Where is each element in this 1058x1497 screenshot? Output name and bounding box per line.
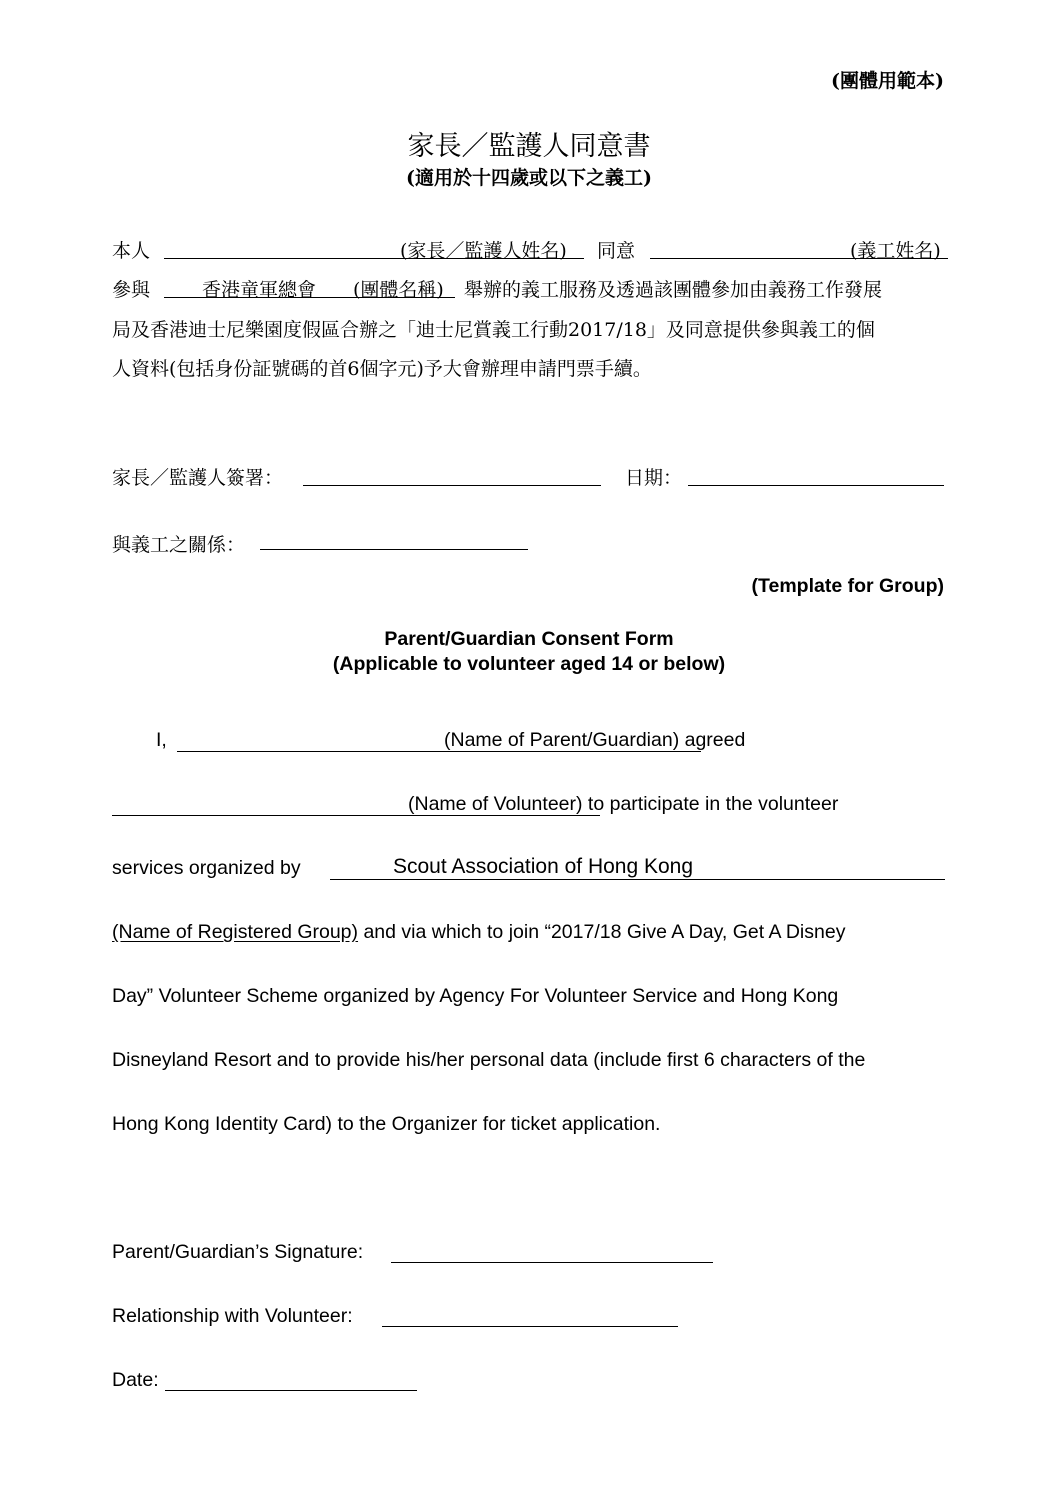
zh-template-tag: (團體用範本) bbox=[831, 70, 944, 92]
zh-line4-text: 人資料(包括身份証號碼的首6個字元)予大會辦理申請門票手續。 bbox=[112, 358, 652, 380]
en-relationship-field[interactable] bbox=[382, 1326, 678, 1327]
zh-relationship-field[interactable] bbox=[260, 549, 528, 550]
en-group-name: Scout Association of Hong Kong bbox=[393, 855, 694, 878]
zh-line3-text: 局及香港迪士尼樂園度假區合辦之「迪士尼賞義工行動2017/18」及同意提供參與義工的個 bbox=[112, 319, 875, 341]
en-p1-line bbox=[444, 729, 745, 752]
en-p4-text: and via which to join “2017/18 Give A Day, Get A Disney bbox=[358, 921, 846, 943]
en-subtitle: (Applicable to volunteer aged 14 or below) bbox=[332, 653, 726, 675]
zh-line2-prefix: 參與 bbox=[112, 279, 151, 301]
zh-line1-prefix: 本人 bbox=[112, 240, 151, 262]
zh-agree-text: 同意 bbox=[597, 240, 636, 262]
en-p5-text: Day” Volunteer Scheme organized by Agency For Volunteer Service and Hong Kong bbox=[112, 985, 839, 1007]
en-parent-name-label: (Name of Parent/Guardian) bbox=[444, 729, 680, 751]
en-p2-text: to participate in the volunteer bbox=[582, 793, 839, 815]
en-p1-prefix: I, bbox=[156, 729, 167, 751]
zh-volunteer-name-label: (義工姓名) bbox=[850, 240, 941, 262]
en-p3-text: services organized by bbox=[112, 857, 301, 879]
en-agreed-text: agreed bbox=[679, 729, 746, 751]
zh-relationship-label: 與義工之關係： bbox=[112, 534, 246, 556]
zh-signature-field[interactable] bbox=[303, 485, 601, 486]
en-p7-text: Hong Kong Identity Card) to the Organizer for ticket application. bbox=[112, 1113, 661, 1135]
zh-group-name: 香港童軍總會 bbox=[202, 279, 317, 301]
zh-parent-name-label: (家長／監護人姓名) bbox=[400, 240, 567, 262]
en-template-tag: (Template for Group) bbox=[751, 575, 944, 597]
en-date-field[interactable] bbox=[165, 1390, 417, 1391]
zh-signature-label: 家長／監護人簽署： bbox=[112, 467, 284, 489]
en-volunteer-name-label: (Name of Volunteer) bbox=[408, 793, 583, 815]
zh-subtitle: (適用於十四歲或以下之義工) bbox=[406, 167, 652, 189]
zh-date-field[interactable] bbox=[688, 485, 944, 486]
zh-line2-text: 舉辦的義工服務及透過該團體參加由義務工作發展 bbox=[464, 279, 883, 301]
en-p2-line bbox=[408, 793, 838, 816]
en-group-label: (Name of Registered Group) bbox=[112, 921, 359, 943]
zh-date-label: 日期： bbox=[625, 467, 683, 489]
zh-title: 家長／監護人同意書 bbox=[407, 131, 651, 162]
en-signature-label: Parent/Guardian’s Signature: bbox=[112, 1241, 364, 1263]
en-group-name-field[interactable] bbox=[330, 879, 945, 880]
en-relationship-label: Relationship with Volunteer: bbox=[112, 1305, 353, 1327]
zh-group-label: (團體名稱) bbox=[353, 279, 444, 301]
en-p4-line bbox=[112, 921, 845, 944]
en-signature-field[interactable] bbox=[391, 1262, 713, 1263]
en-date-label: Date: bbox=[112, 1369, 159, 1391]
en-title: Parent/Guardian Consent Form bbox=[384, 628, 674, 650]
en-p6-text: Disneyland Resort and to provide his/her personal data (include first 6 characters of the bbox=[112, 1049, 866, 1071]
